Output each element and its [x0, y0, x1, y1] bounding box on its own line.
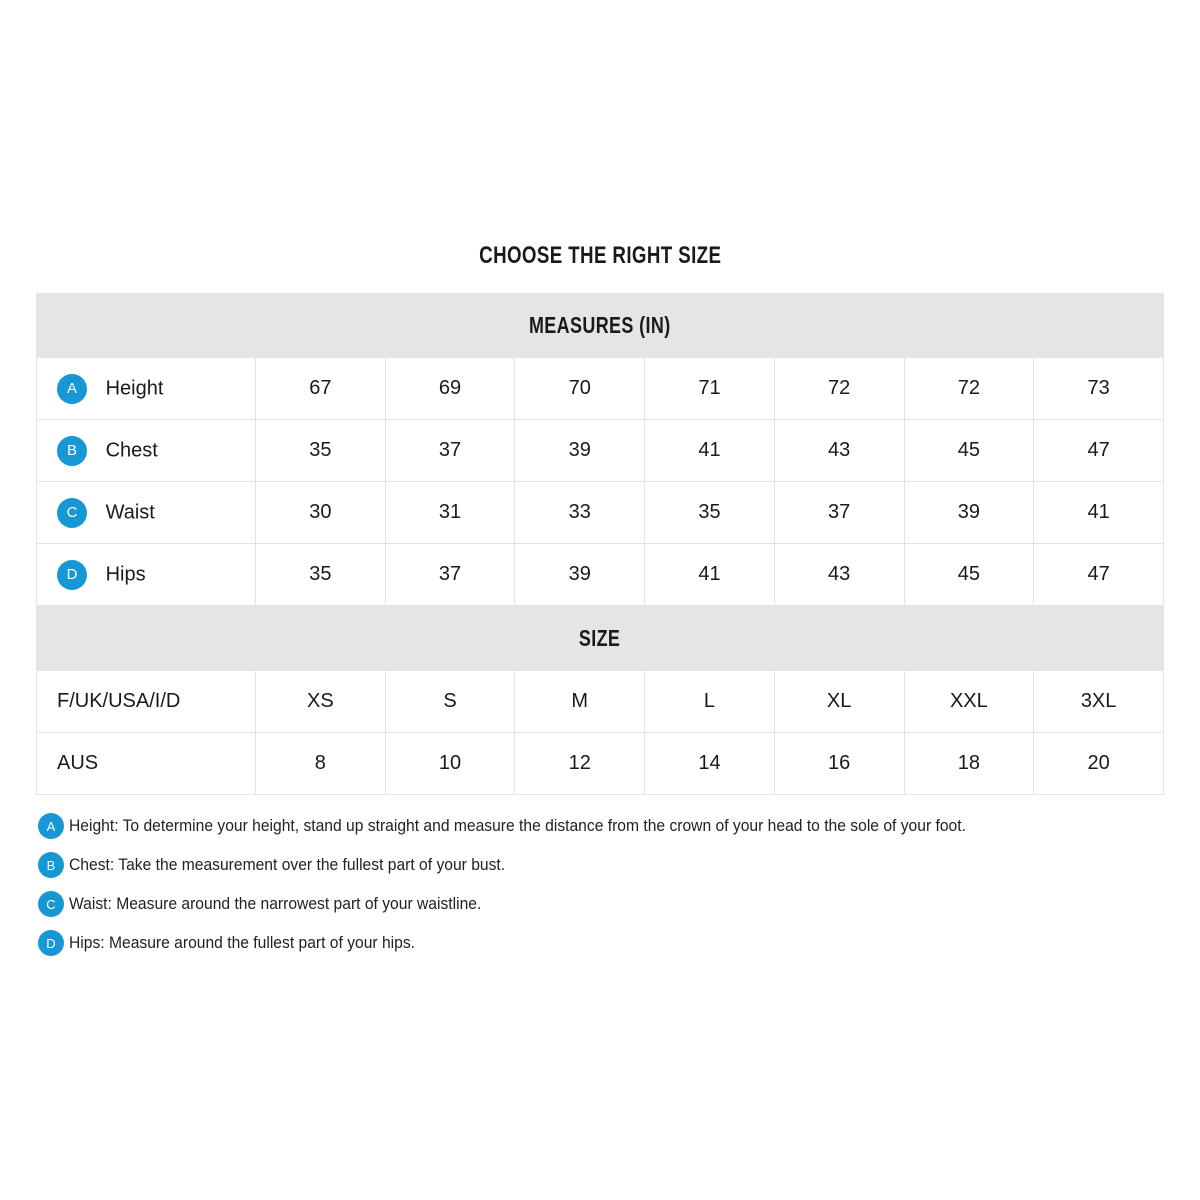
cell: 39 [515, 544, 645, 606]
cell: 37 [385, 544, 515, 606]
cell: 12 [515, 733, 645, 795]
row-label: Height [105, 377, 164, 399]
cell: 73 [1034, 358, 1164, 420]
cell: 72 [774, 358, 904, 420]
badge-c: C [57, 498, 87, 528]
size-section-header [36, 606, 1164, 670]
cell: S [385, 671, 515, 733]
measures-section-header [36, 293, 1164, 357]
row-header-intl: F/UK/USA/I/D [37, 671, 256, 733]
badge-c: C [38, 891, 64, 917]
cell: 41 [645, 544, 775, 606]
badge-a: A [57, 374, 87, 404]
row-header-chest [37, 420, 256, 482]
cell: 71 [645, 358, 775, 420]
cell: 14 [645, 733, 775, 795]
cell: 37 [774, 482, 904, 544]
badge-d: D [57, 560, 87, 590]
row-header-waist [37, 482, 256, 544]
cell: 41 [1034, 482, 1164, 544]
cell: 45 [904, 544, 1034, 606]
cell: 8 [256, 733, 386, 795]
size-table [36, 670, 1164, 795]
badge-d: D [38, 930, 64, 956]
cell: 69 [385, 358, 515, 420]
cell: L [645, 671, 775, 733]
size-section-header-text: SIZE [579, 624, 621, 651]
cell: 35 [256, 544, 386, 606]
cell: 70 [515, 358, 645, 420]
cell: 39 [904, 482, 1034, 544]
cell: 20 [1034, 733, 1164, 795]
cell: 37 [385, 420, 515, 482]
cell: 67 [256, 358, 386, 420]
cell: 43 [774, 544, 904, 606]
badge-a: A [38, 813, 64, 839]
row-header-aus: AUS [37, 733, 256, 795]
cell: 16 [774, 733, 904, 795]
footnote-height [38, 813, 1044, 839]
row-label: Waist [105, 501, 155, 523]
page-title-text: CHOOSE THE RIGHT SIZE [478, 242, 722, 269]
row-header-hips [37, 544, 256, 606]
row-header-height [37, 358, 256, 420]
cell: 72 [904, 358, 1034, 420]
table-row-chest [37, 420, 1164, 482]
table-row-height [37, 358, 1164, 420]
cell: 47 [1034, 420, 1164, 482]
cell: 10 [385, 733, 515, 795]
table-row-aus-sizes [37, 733, 1164, 795]
cell: 33 [515, 482, 645, 544]
row-label: Chest [105, 439, 158, 461]
cell: 45 [904, 420, 1034, 482]
measures-table [36, 357, 1164, 606]
measurement-instructions [38, 813, 1044, 969]
cell: 35 [256, 420, 386, 482]
badge-b: B [38, 852, 64, 878]
footnote-waist [38, 891, 1044, 917]
cell: 39 [515, 420, 645, 482]
cell: 41 [645, 420, 775, 482]
table-row-hips [37, 544, 1164, 606]
cell: M [515, 671, 645, 733]
footnote-text: Chest: Take the measurement over the fullest part of your bust. [69, 855, 506, 874]
cell: XXL [904, 671, 1034, 733]
measures-section-header-text: MEASURES (IN) [529, 311, 671, 338]
footnote-text: Height: To determine your height, stand up straight and measure the distance from the crown of your head to the sole of your foot. [69, 816, 966, 835]
cell: 35 [645, 482, 775, 544]
footnote-hips [38, 930, 1044, 956]
size-chart [36, 293, 1164, 795]
cell: 30 [256, 482, 386, 544]
cell: XS [256, 671, 386, 733]
footnote-chest [38, 852, 1044, 878]
cell: 3XL [1034, 671, 1164, 733]
footnote-text: Hips: Measure around the fullest part of your hips. [69, 933, 416, 952]
table-row-intl-sizes [37, 671, 1164, 733]
row-label: Hips [105, 563, 146, 585]
cell: 31 [385, 482, 515, 544]
cell: 47 [1034, 544, 1164, 606]
table-row-waist [37, 482, 1164, 544]
page-title [0, 242, 1200, 270]
badge-b: B [57, 436, 87, 466]
cell: XL [774, 671, 904, 733]
cell: 43 [774, 420, 904, 482]
footnote-text: Waist: Measure around the narrowest part of your waistline. [69, 894, 482, 913]
cell: 18 [904, 733, 1034, 795]
